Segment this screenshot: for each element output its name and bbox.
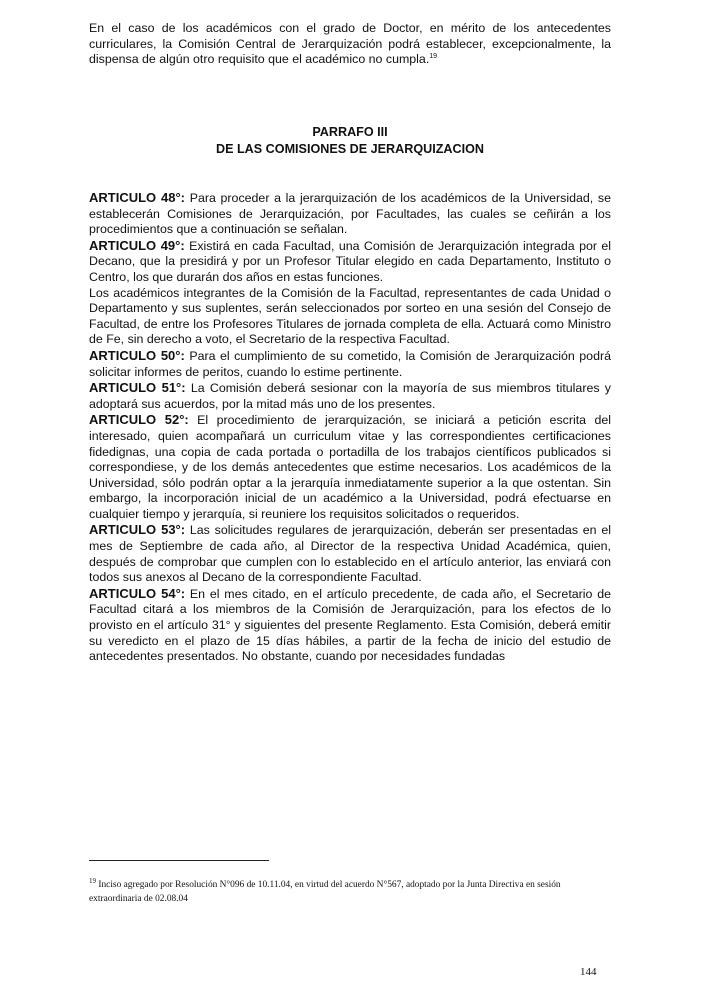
- article-51: [89, 380, 611, 412]
- article-label: ARTICULO 48°:: [89, 190, 185, 205]
- footnote-number: 19: [89, 876, 96, 885]
- article-54: [89, 586, 611, 665]
- article-text: Existirá en cada Facultad, una Comisión de Jerarquización integrada por el Decano, que la presidirá y por un Profesor Titular elegido en cada Departamento, Instituto o Centro, los que durarán dos años en estas funciones.: [89, 238, 611, 284]
- article-text: Para el cumplimiento de su cometido, la Comisión de Jerarquización podrá solicitar informes de peritos, cuando lo estime pertinente.: [89, 348, 611, 379]
- article-label: ARTICULO 49°:: [89, 237, 185, 253]
- footnote-divider: [89, 860, 269, 861]
- article-label: ARTICULO 52°:: [89, 412, 189, 428]
- article-49-continued: [89, 286, 611, 348]
- article-52: [89, 412, 611, 522]
- article-label: ARTICULO 51°:: [89, 380, 186, 396]
- article-label: ARTICULO 53°:: [89, 522, 186, 538]
- article-49: [89, 238, 611, 286]
- intro-text: En el caso de los académicos con el grado de Doctor, en mérito de los antecedentes curriculares, la Comisión Central de Jerarquización podrá establecer, excepcionalmente, la dispensa de algún otro requisito que el académico no cumpla.: [89, 21, 611, 67]
- footnote-reference: 19: [429, 53, 438, 61]
- article-label: ARTICULO 50°:: [89, 347, 185, 363]
- article-text: La Comisión deberá sesionar con la mayoría de sus miembros titulares y adoptará sus acuerdos, por la mitad más uno de los presentes.: [89, 381, 611, 411]
- section-title: DE LAS COMISIONES DE JERARQUIZACION: [216, 142, 484, 156]
- article-text: Los académicos integrantes de la Comisión de la Facultad, representantes de cada Unidad o Departamento y sus suplentes, serán seleccionados por sorteo en una sesión del Consejo de Facultad, de entre los Profesores Titulares de jornada completa de ella. Actuará como Ministro de Fe, sin derecho a voto, el Secretario de la respectiva Facultad.: [89, 285, 611, 347]
- article-50: [89, 348, 611, 380]
- article-48: [89, 190, 611, 238]
- article-text: El procedimiento de jerarquización, se iniciará a petición escrita del interesado, quien acompañará un curriculum vitae y las correspondientes certificaciones fidedignas, una copia de cada portada o portadilla de los trabajos científicos publicados si correspondiese, y de los demás antecedentes que estime necesarios. Los académicos de la Universidad, sólo podrán optar a la jerarquía inmediatamente superior a la que ostentan. Sin embargo, la incorporación inicial de un académico a la Universidad, podrá efectuarse en cualquier tiempo y jerarquía, si reuniere los requisitos solicitados o requeridos.: [89, 413, 611, 521]
- article-label: ARTICULO 54°:: [89, 585, 186, 601]
- article-text: En el mes citado, en el artículo precedente, de cada año, el Secretario de Facultad citará a los miembros de la Comisión de Jerarquización, para los efectos de lo provisto en el artículo 31° y siguientes del presente Reglamento. Esta Comisión, deberá emitir su veredicto en el plazo de 15 días hábiles, a partir de la fecha de inicio del estudio de antecedentes presentados. No obstante, cuando por necesidades fundadas: [89, 586, 611, 664]
- page-number: 144: [580, 966, 597, 978]
- article-text: Las solicitudes regulares de jerarquización, deberán ser presentadas en el mes de Septiembre de cada año, al Director de la respectiva Unidad Académica, quien, después de comprobar que cumplen con lo establecido en el artículo anterior, las enviará con todos sus anexos al Decano de la correspondiente Facultad.: [89, 523, 611, 585]
- section-number: PARRAFO III: [312, 125, 388, 139]
- article-text: Para proceder a la jerarquización de los académicos de la Universidad, se establecerán Comisiones de Jerarquización, por Facultades, las cuales se ceñirán a los procedimientos que a continuación se señalan.: [89, 191, 611, 237]
- article-53: [89, 522, 611, 585]
- footnote-text: Inciso agregado por Resolución N°096 de 10.11.04, en virtud del acuerdo N°567, adoptado por la Junta Directiva en sesión extraordinaria de 02.08.04: [89, 880, 561, 904]
- articles-body: [89, 190, 611, 665]
- footnote: [89, 878, 609, 906]
- intro-paragraph: [89, 21, 611, 68]
